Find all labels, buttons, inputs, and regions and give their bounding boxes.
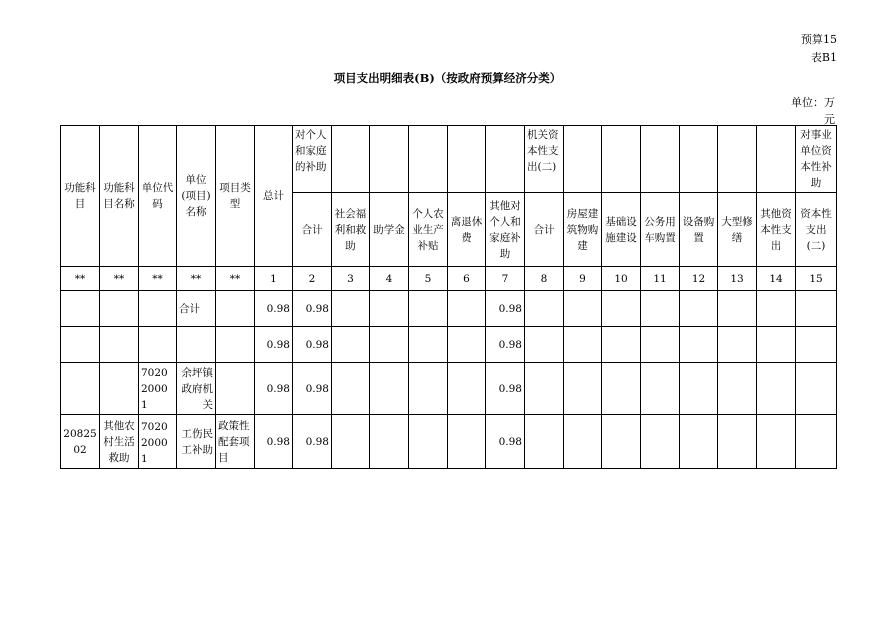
header-c-total: 合计: [525, 193, 564, 267]
header-group-personal: 对个人和家庭的补助: [293, 126, 332, 193]
index-cell: **: [216, 267, 255, 291]
header-p-retire: 离退休费: [448, 193, 486, 267]
header-c-other: 其他资本性支出: [757, 193, 796, 267]
page-title: 项目支出明细表(B)（按政府预算经济分类）: [333, 71, 562, 85]
cell-func-code: [61, 327, 100, 363]
header-group-capital: 机关资本性支出(二): [525, 126, 564, 193]
cell-func-name: [100, 291, 139, 327]
index-cell: 8: [525, 267, 564, 291]
index-cell: 6: [448, 267, 486, 291]
index-cell: **: [177, 267, 216, 291]
header-c-building: 房屋建筑物购建: [564, 193, 602, 267]
cell-total: 0.98: [255, 291, 293, 327]
cell-func-name: [100, 363, 139, 415]
header-e-capital: 资本性支出(二): [796, 193, 837, 267]
table-code: 表B1: [810, 51, 837, 64]
cell-unit-code: 702020001: [139, 363, 177, 415]
header-c-vehicle: 公务用车购置: [641, 193, 680, 267]
cell-func-name: 其他农村生活救助: [100, 415, 139, 469]
cell-proj-type: 政策性配套项目: [216, 415, 255, 469]
cell-func-code: 2082502: [61, 415, 100, 469]
header-group-enterprise: 对事业单位资本性补助: [796, 126, 837, 193]
cell-unit-code: [139, 291, 177, 327]
header-p-grant: 助学金: [370, 193, 409, 267]
cell-unit-name: [177, 327, 216, 363]
cell-unit-name: 合计: [177, 291, 216, 327]
index-cell: 15: [796, 267, 837, 291]
unit-label: 单位：万: [791, 96, 835, 109]
header-p-total: 合计: [293, 193, 332, 267]
header-total: 总计: [255, 126, 293, 267]
cell-proj-type: [216, 291, 255, 327]
header-proj-type: 项目类型: [216, 126, 255, 267]
header-func-name: 功能科目名称: [100, 126, 139, 267]
header-c-repair: 大型修缮: [718, 193, 757, 267]
cell-unit-code: [139, 327, 177, 363]
header-p-agri: 个人农业生产补贴: [409, 193, 448, 267]
index-cell: 3: [332, 267, 370, 291]
index-cell: 7: [486, 267, 525, 291]
index-cell: 4: [370, 267, 409, 291]
index-cell: 1: [255, 267, 293, 291]
cell-p-total: 0.98: [293, 363, 332, 415]
cell-p-total: 0.98: [293, 327, 332, 363]
header-p-welfare: 社会福利和救助: [332, 193, 370, 267]
cell-func-name: [100, 327, 139, 363]
header-c-infra: 基础设施建设: [602, 193, 641, 267]
table-row: [61, 415, 837, 469]
cell-p-other: 0.98: [486, 363, 525, 415]
cell-proj-type: [216, 327, 255, 363]
cell-p-other: 0.98: [486, 415, 525, 469]
index-cell: 9: [564, 267, 602, 291]
index-cell: **: [61, 267, 100, 291]
cell-total: 0.98: [255, 363, 293, 415]
cell-p-total: 0.98: [293, 415, 332, 469]
table-row: [61, 327, 837, 363]
cell-func-code: [61, 291, 100, 327]
index-cell: 10: [602, 267, 641, 291]
header-func-code: 功能科目: [61, 126, 100, 267]
index-cell: 2: [293, 267, 332, 291]
table-row: [61, 291, 837, 327]
index-cell: 11: [641, 267, 680, 291]
cell-p-total: 0.98: [293, 291, 332, 327]
index-cell: 5: [409, 267, 448, 291]
table-row: [61, 363, 837, 415]
header-c-equip: 设备购置: [680, 193, 718, 267]
cell-func-code: [61, 363, 100, 415]
cell-proj-type: [216, 363, 255, 415]
index-cell: 14: [757, 267, 796, 291]
index-row: [61, 267, 837, 291]
header-unit-name: 单位(项目)名称: [177, 126, 216, 267]
form-code: 预算15: [801, 33, 837, 46]
header-unit-code: 单位代码: [139, 126, 177, 267]
cell-total: 0.98: [255, 415, 293, 469]
cell-total: 0.98: [255, 327, 293, 363]
unit-label-cont: 元: [824, 113, 835, 126]
index-cell: **: [100, 267, 139, 291]
header-p-other: 其他对个人和家庭补助: [486, 193, 525, 267]
cell-unit-code: 702020001: [139, 415, 177, 469]
index-cell: **: [139, 267, 177, 291]
index-cell: 12: [680, 267, 718, 291]
cell-p-other: 0.98: [486, 291, 525, 327]
cell-p-other: 0.98: [486, 327, 525, 363]
budget-table: [60, 125, 837, 469]
cell-unit-name: 余坪镇政府机关: [177, 363, 216, 415]
cell-unit-name: 工伤民工补助: [177, 415, 216, 469]
index-cell: 13: [718, 267, 757, 291]
